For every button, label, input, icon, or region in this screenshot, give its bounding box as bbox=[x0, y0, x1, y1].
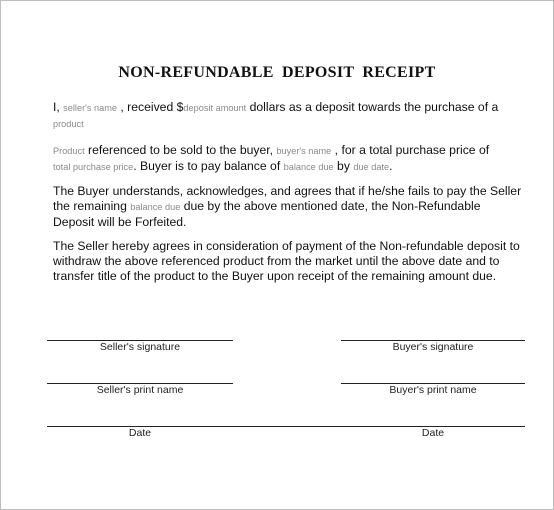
buyer-name-placeholder: buyer's name bbox=[276, 146, 332, 156]
text-fragment: due by the above mentioned date, the Non-Refundable Deposit will be Forfeited. bbox=[53, 199, 481, 229]
text-fragment: , received $ bbox=[117, 100, 184, 114]
product-placeholder: Product bbox=[53, 146, 85, 156]
text-fragment: , for a total purchase price of bbox=[331, 143, 490, 157]
deposit-amount-placeholder: deposit amount bbox=[183, 103, 247, 113]
seller-signature-label: Seller's signature bbox=[99, 341, 181, 353]
text-fragment: The Buyer understands, acknowledges, and agrees that if he/she fails to pay the Seller the remaining bbox=[53, 184, 522, 213]
text-fragment: . Buyer is to pay balance of bbox=[133, 159, 284, 173]
paragraph-purchase-terms bbox=[53, 143, 523, 175]
text-fragment: by bbox=[333, 159, 354, 173]
text-fragment: I, bbox=[53, 100, 64, 114]
paragraph-forfeit-terms bbox=[53, 184, 523, 230]
document-title: NON-REFUNDABLE DEPOSIT RECEIPT bbox=[118, 64, 436, 81]
total-price-placeholder: total purchase price bbox=[53, 162, 134, 172]
date-label-left: Date bbox=[128, 427, 152, 439]
balance-due-placeholder: balance due bbox=[283, 162, 334, 172]
text-fragment: . bbox=[389, 159, 393, 173]
date-label-right: Date bbox=[421, 427, 445, 439]
text-fragment: dollars as a deposit towards the purchase of a bbox=[246, 100, 499, 114]
text-fragment: referenced to be sold to the buyer, bbox=[84, 143, 277, 157]
balance-due-placeholder: balance due bbox=[130, 202, 181, 212]
paragraph-receipt bbox=[53, 100, 523, 132]
buyer-signature-label: Buyer's signature bbox=[392, 341, 474, 353]
product-placeholder: product bbox=[53, 119, 84, 129]
due-date-placeholder: due date bbox=[353, 162, 390, 172]
seller-name-placeholder: seller's name bbox=[63, 103, 118, 113]
paragraph-seller-agreement: The Seller hereby agrees in consideration of payment of the Non-refundable deposit to withdraw the above referenced product from the market until the above date and to transfer title of the product to the Buyer upon receipt of the remaining amount due. bbox=[53, 239, 520, 283]
seller-print-name-label: Seller's print name bbox=[96, 384, 184, 396]
buyer-print-name-label: Buyer's print name bbox=[389, 384, 477, 396]
